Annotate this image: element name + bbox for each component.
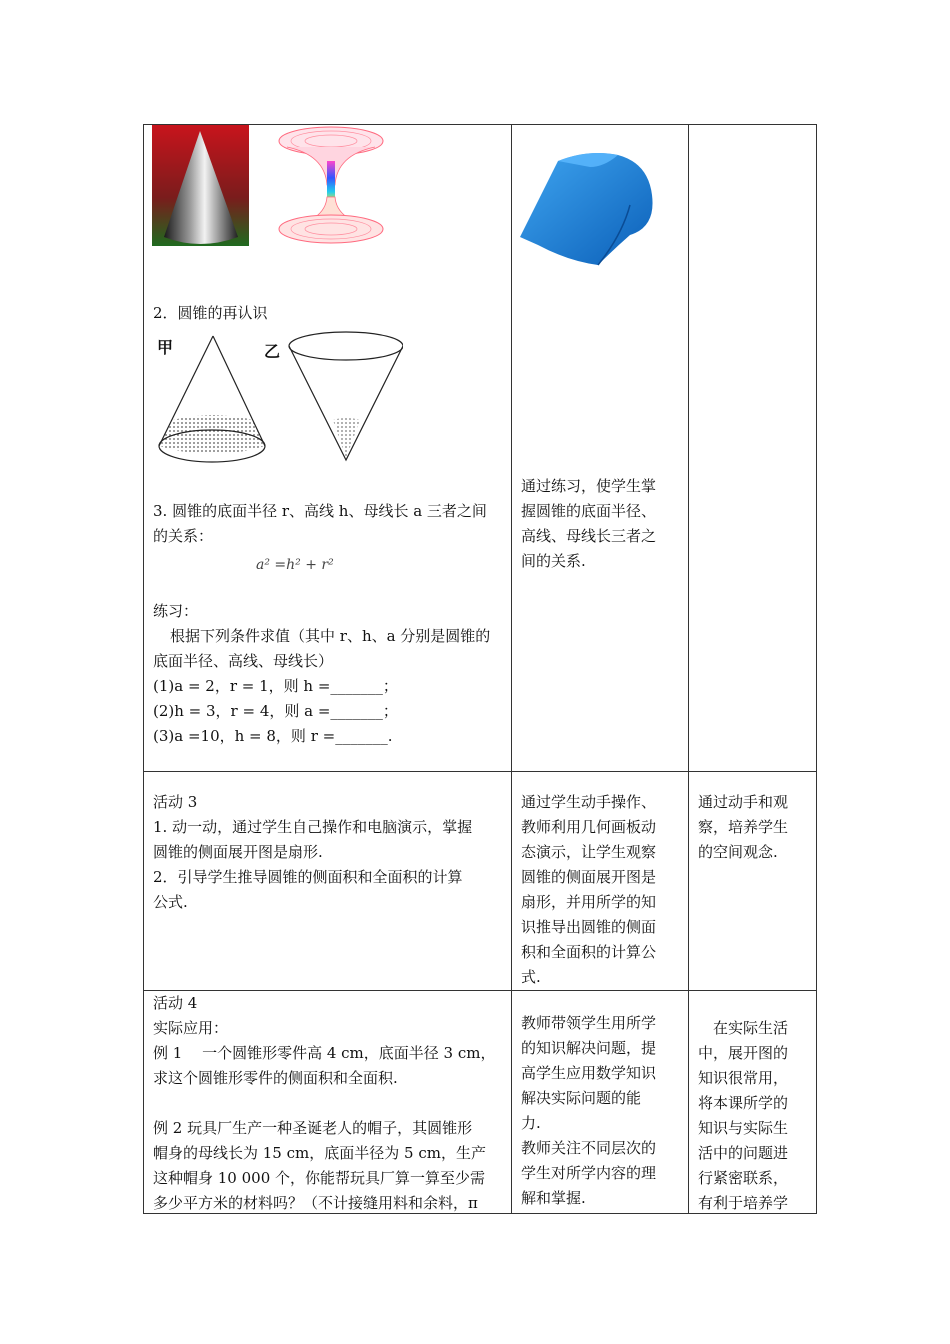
row1-col2-line-0: 通过练习，使学生掌 bbox=[521, 477, 657, 495]
relation-formula: a² =h² + r² bbox=[256, 557, 334, 573]
row2-design-intent-cell bbox=[512, 772, 689, 991]
cone-render-image bbox=[152, 125, 249, 246]
row3-col1-line-7: 这种帽身 10 000 个，你能帮玩具厂算一算至少需 bbox=[153, 1169, 486, 1187]
label-jia: 甲 bbox=[157, 338, 174, 357]
practice-intro-line1: 根据下列条件求值（其中 r、h、a 分别是圆锥的 bbox=[170, 627, 491, 645]
lesson-table bbox=[143, 124, 817, 1214]
row1-col2-line-3: 间的关系. bbox=[521, 552, 586, 570]
row3-col1-line-2: 例 1 一个圆锥形零件高 4 cm，底面半径 3 cm， bbox=[153, 1044, 496, 1062]
practice-question-1: (1)a = 2，r = 1，则 h =_______； bbox=[153, 677, 398, 695]
row2-content-cell bbox=[144, 772, 512, 991]
row2-col2-line-2: 态演示，让学生观察 bbox=[521, 843, 657, 861]
row1-design-intent-cell bbox=[512, 125, 689, 772]
row3-col1-line-1: 实际应用： bbox=[153, 1019, 229, 1037]
row2-col3-line-2: 的空间观念. bbox=[698, 843, 778, 861]
item3-line2: 的关系： bbox=[153, 527, 214, 545]
item3-line1: 3. 圆锥的底面半径 r、高线 h、母线长 a 三者之间 bbox=[153, 502, 487, 520]
row3-col2-line-0: 教师带领学生用所学 bbox=[521, 1014, 657, 1032]
row3-col2-line-3: 解决实际问题的能 bbox=[521, 1089, 642, 1107]
row3-col2-line-5: 教师关注不同层次的 bbox=[521, 1139, 657, 1157]
row2-col2-line-4: 扇形，并用所学的知 bbox=[521, 893, 657, 911]
row2-col1-line-4: 公式. bbox=[153, 893, 188, 911]
row3-col3-line-5: 活中的问题进 bbox=[698, 1144, 789, 1162]
label-yi: 乙 bbox=[264, 342, 281, 361]
hourglass-surface-image bbox=[277, 125, 385, 246]
row3-col2-line-7: 解和掌握. bbox=[521, 1189, 586, 1207]
row3-col3-line-3: 将本课所学的 bbox=[698, 1094, 789, 1112]
table-row bbox=[144, 125, 817, 772]
row3-col1-line-6: 帽身的母线长为 15 cm，底面半径为 5 cm，生产 bbox=[153, 1144, 486, 1162]
row2-notes-cell bbox=[689, 772, 817, 991]
row3-col2-line-6: 学生对所学内容的理 bbox=[521, 1164, 657, 1182]
practice-question-2: (2)h = 3，r = 4，则 a =_______； bbox=[153, 702, 398, 720]
row3-content-cell bbox=[144, 991, 512, 1214]
row2-col1-line-3: 2．引导学生推导圆锥的侧面积和全面积的计算 bbox=[153, 868, 463, 886]
row3-notes-cell bbox=[689, 991, 817, 1214]
row3-col3-line-4: 知识与实际生 bbox=[698, 1119, 789, 1137]
row2-col3-line-0: 通过动手和观 bbox=[698, 793, 789, 811]
row2-col2-line-5: 识推导出圆锥的侧面 bbox=[521, 918, 657, 936]
row3-col1-line-3: 求这个圆锥形零件的侧面积和全面积. bbox=[153, 1069, 398, 1087]
row1-notes-cell bbox=[689, 125, 817, 772]
row2-col1-line-0: 活动 3 bbox=[153, 793, 198, 811]
practice-intro-line2: 底面半径、高线、母线长） bbox=[153, 652, 334, 670]
row3-col2-line-1: 的知识解决问题，提 bbox=[521, 1039, 657, 1057]
row3-col1-line-5: 例 2 玩具厂生产一种圣诞老人的帽子，其圆锥形 bbox=[153, 1119, 473, 1137]
row2-col3-line-1: 察，培养学生 bbox=[698, 818, 789, 836]
table-row bbox=[144, 991, 817, 1214]
row3-col3-line-2: 知识很常用， bbox=[698, 1069, 789, 1087]
row2-col1-line-1: 1. 动一动，通过学生自己操作和电脑演示，掌握 bbox=[153, 818, 473, 836]
row3-col3-line-0: 在实际生活 bbox=[698, 1019, 789, 1037]
row2-col2-line-3: 圆锥的侧面展开图是 bbox=[521, 868, 657, 886]
row3-col3-line-7: 有利于培养学 bbox=[698, 1194, 789, 1212]
practice-question-3: (3)a =10，h = 8，则 r =_______. bbox=[153, 727, 393, 745]
row3-col3-line-6: 行紧密联系， bbox=[698, 1169, 789, 1187]
row3-col1-line-0: 活动 4 bbox=[153, 994, 198, 1012]
row1-content-cell bbox=[144, 125, 512, 772]
blue-solid-image bbox=[518, 145, 658, 271]
row2-col2-line-6: 积和全面积的计算公 bbox=[521, 943, 657, 961]
row3-col2-line-2: 高学生应用数学知识 bbox=[521, 1064, 657, 1082]
practice-title: 练习： bbox=[153, 602, 199, 620]
row1-col2-line-2: 高线、母线长三者之 bbox=[521, 527, 657, 545]
table-row bbox=[144, 772, 817, 991]
row3-col2-line-4: 力. bbox=[521, 1114, 541, 1132]
row2-col2-line-0: 通过学生动手操作、 bbox=[521, 793, 657, 811]
row3-col3-line-1: 中，展开图的 bbox=[698, 1044, 789, 1062]
item2-heading: 2．圆锥的再认识 bbox=[153, 304, 268, 322]
row1-col2-line-1: 握圆锥的底面半径、 bbox=[521, 502, 657, 520]
row2-col2-line-7: 式. bbox=[521, 968, 541, 986]
row3-design-intent-cell bbox=[512, 991, 689, 1214]
row2-col2-line-1: 教师利用几何画板动 bbox=[521, 818, 657, 836]
row2-col1-line-2: 圆锥的侧面展开图是扇形. bbox=[153, 843, 323, 861]
row3-col1-line-8: 多少平方米的材料吗？（不计接缝用料和余料，π bbox=[153, 1194, 478, 1212]
